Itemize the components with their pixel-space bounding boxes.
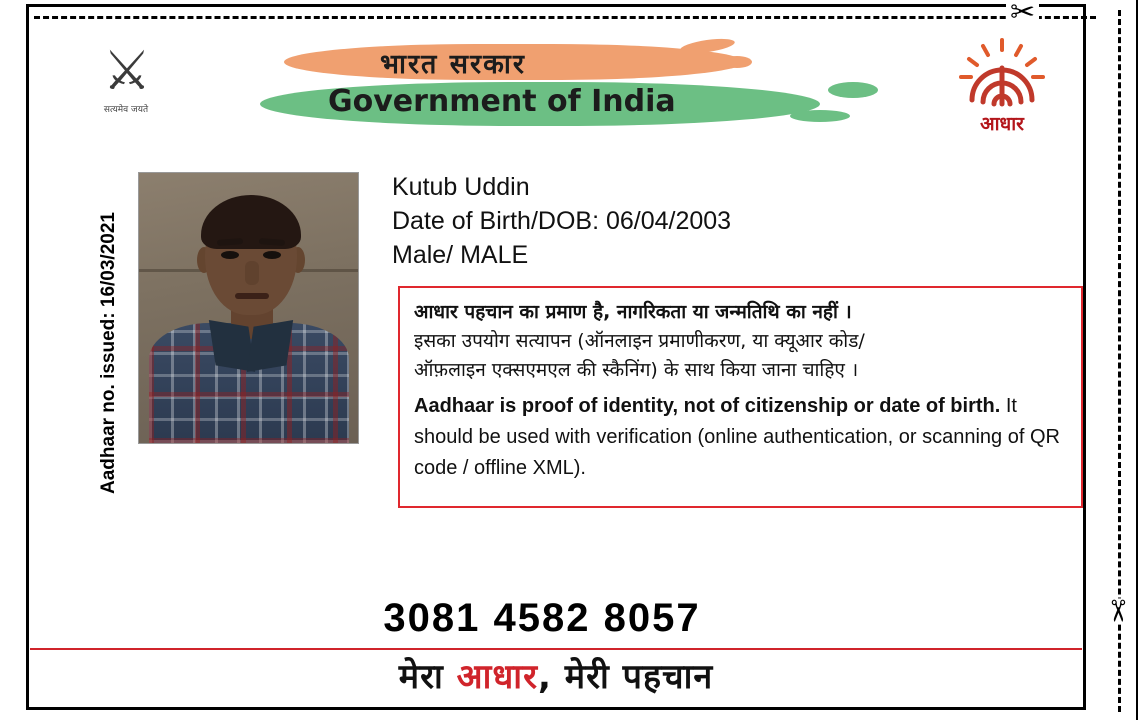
holder-gender: Male/ MALE bbox=[392, 241, 529, 269]
notice-hindi-line-3: ऑफ़लाइन एक्सएमएल की स्कैनिंग) के साथ किया जाना चाहिए । bbox=[414, 359, 859, 381]
tagline-part-2: , मेरी पहचान bbox=[538, 657, 714, 697]
tagline-divider bbox=[30, 648, 1082, 650]
national-emblem bbox=[80, 42, 172, 115]
aadhaar-sun-fingerprint-icon bbox=[947, 38, 1057, 112]
tagline-highlight: आधार bbox=[456, 657, 538, 697]
tagline-part-1: मेरा bbox=[398, 657, 457, 697]
holder-details bbox=[392, 170, 1012, 272]
scissors-icon-right: ✂ bbox=[1098, 598, 1136, 623]
card-header bbox=[30, 24, 1054, 144]
tagline bbox=[30, 652, 1082, 698]
banner-swoosh-orange-dot-2 bbox=[722, 56, 752, 68]
issued-date-label: Aadhaar no. issued: 16/03/2021 bbox=[98, 212, 119, 494]
banner-swoosh-green-dot-1 bbox=[828, 82, 878, 98]
holder-name: Kutub Uddin bbox=[392, 173, 530, 201]
notice-box bbox=[398, 286, 1083, 508]
government-banner bbox=[250, 38, 910, 138]
notice-english bbox=[414, 391, 1067, 484]
photo-eye-right bbox=[263, 251, 281, 259]
holder-photo bbox=[138, 172, 359, 444]
photo-eye-left bbox=[221, 251, 239, 259]
aadhaar-logo-text: आधार bbox=[980, 113, 1024, 135]
aadhaar-number: 3081 4582 8057 bbox=[383, 596, 701, 640]
emblem-caption: सत्यमेव जयते bbox=[103, 105, 149, 115]
notice-english-rest: It should be used with verification (online authentication, or scanning of QR code / offline XML). bbox=[414, 395, 1060, 479]
government-title-english: Government of India bbox=[328, 84, 676, 119]
photo-collar-right bbox=[247, 320, 293, 372]
page-edge-rule bbox=[1136, 0, 1138, 720]
holder-dob: Date of Birth/DOB: 06/04/2003 bbox=[392, 207, 732, 235]
photo-nose bbox=[245, 261, 259, 285]
notice-hindi-line-2: इसका उपयोग सत्यापन (ऑनलाइन प्रमाणीकरण, या क्यूआर कोड/ bbox=[414, 330, 865, 352]
issued-date-vertical bbox=[72, 160, 119, 500]
notice-hindi-bold: आधार पहचान का प्रमाण है, नागरिकता या जन्मतिथि का नहीं । bbox=[414, 301, 852, 323]
photo-mouth bbox=[235, 293, 269, 299]
banner-swoosh-green-dot-2 bbox=[790, 110, 850, 122]
emblem-lion-icon: ⚔ bbox=[102, 41, 150, 101]
cut-line-top bbox=[34, 16, 1096, 19]
government-title-hindi: भारत सरकार bbox=[380, 49, 526, 80]
notice-english-bold: Aadhaar is proof of identity, not of citizenship or date of birth. bbox=[414, 395, 1001, 417]
aadhaar-logo bbox=[942, 38, 1062, 136]
scissors-icon-top: ✂ bbox=[1006, 0, 1039, 28]
